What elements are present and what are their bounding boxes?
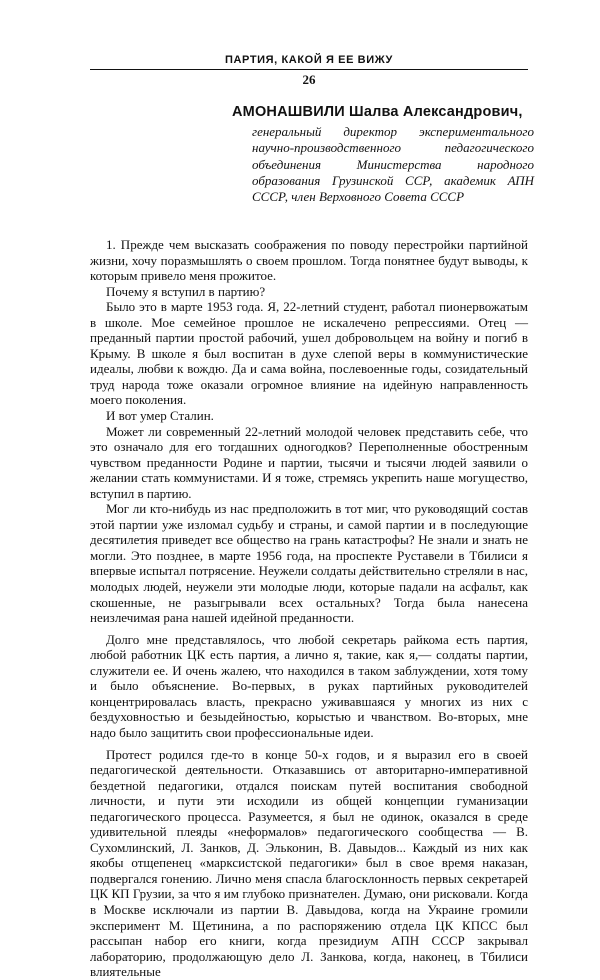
author-title: генеральный директор экспериментального научно-производственного педагогического объединения Министерства народного образования Грузинской ССР, академик АПН СССР, член Верховного Совета СССР (252, 124, 534, 205)
paragraph-7: Долго мне представлялось, что любой секретарь райкома есть партия, любой работник ЦК есть партия, а лично я, такие, как я,— солдаты партии, служители ее. И очень жалею, что находился в таком заблуждении, хотя тому и было объяснение. Во-первых, в руках партийных руководителей концентрировалась власть, прекрасно уживавшаяся у многих из них с бездуховностью и безыдейностью, корыстью и чванством. Во-вторых, мне надо было защитить свои профессиональные идеи. (90, 631, 528, 740)
paragraph-5: Может ли современный 22-летний молодой человек представить себе, что это означало для его тогдашних одногодков? Переполненные обостренным чувством преданности Родине и партии, тысячи и тысячи людей заявили о желании стать коммунистами. И я тоже, стремясь укрепить наше могущество, вступил в партию. (90, 423, 528, 501)
article-body (90, 237, 528, 980)
running-head-title: ПАРТИЯ, КАКОЙ Я ЕЕ ВИЖУ (225, 54, 393, 66)
paragraph-4: И вот умер Сталин. (106, 408, 214, 424)
paragraph-8: Протест родился где-то в конце 50-х годов, и я выразил его в своей педагогической деятельности. Отказавшись от авторитарно-императивной бездетной педагогики, отдался поискам путей воспитания свободной личности, и пути эти исходили из общей концепции гуманизации педагогического процесса. Разумеется, я был не одинок, оказался в среде удивительной плеяды «неформалов» педагогического сообщества — В. Сухомлинский, Л. Занков, Д. Эльконин, В. Давыдов... Каждый из них как якобы отщепенец «марксистской педагогики» был в свое время наказан, подвергался гонению. Лично меня спасла благосклонность первых секретарей ЦК КП Грузии, за что я им глубоко признателен. Думаю, они рисковали. Когда в Москве исключали из партии В. Давыдова, когда на Украине громили эксперимент М. Щетинина, а по распоряжению отдела ЦК КПСС был рассыпан набор его книги, когда президиум АПН СССР закрывал лабораторию, продолжающую дело Л. Занкова, когда, наконец, в Тбилиси влиятельные (90, 746, 528, 980)
paragraph-3: Было это в марте 1953 года. Я, 22-летний студент, работал пионервожатым в школе. Мое семейное прошлое не искалечено репрессиями. Отец — преданный партии простой рабочий, ушел добровольцем на войну и погиб в Крыму. В школе я был воспитан в духе слепой веры в коммунистические идеалы, любви к вождю. Да и сама война, послевоенные годы, созидательный труд народа тоже оказали огромное влияние на идейную направленность моего поколения. (90, 299, 528, 408)
author-name: АМОНАШВИЛИ Шалва Александрович, (232, 104, 523, 120)
header-rule (90, 69, 528, 70)
paragraph-2: Почему я вступил в партию? (106, 283, 266, 299)
paragraph-6: Мог ли кто-нибудь из нас предположить в тот миг, что руководящий состав этой партии уже изломал судьбу и страны, и самой партии и в последующие десятилетия приведет все общество на грань катастрофы? Не знали и знать не могли. Это позднее, в марте 1956 года, на проспекте Руставели в Тбилиси я впервые испытал потрясение. Неужели солдаты действительно стреляли в нас, молодых людей, неужели эти молодые люди, которые падали на асфальт, как скошенные, не разыгрывали всех остальных? Тогда была нанесена неизлечимая рана нашей идейной преданности. (90, 501, 529, 626)
page-number: 26 (302, 72, 316, 87)
paragraph-1: 1. Прежде чем высказать соображения по поводу перестройки партийной жизни, хочу поразмышлять о своем прошлом. Тогда понятнее будут выводы, к которым привело меня прожитое. (90, 237, 528, 284)
